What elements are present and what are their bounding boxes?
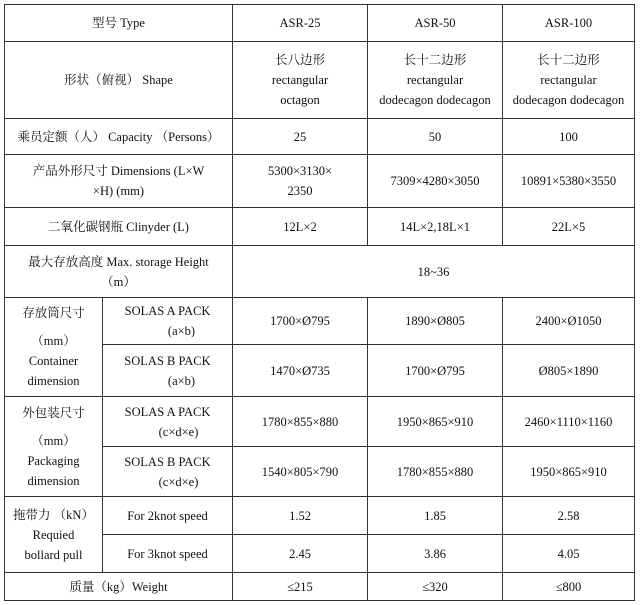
packaging-a-asr-25: 1780×855×880	[233, 397, 368, 447]
dimensions-row	[5, 155, 635, 208]
packaging-b-asr-25: 1540×805×790	[233, 447, 368, 497]
bollard-3knot-speed: For 3knot speed	[103, 535, 233, 573]
bollard-2knot-asr-25: 1.52	[233, 497, 368, 535]
storage-height-row	[5, 246, 635, 298]
shape-en-2: octagon	[280, 93, 320, 107]
bollard-2knot-speed: For 2knot speed	[103, 497, 233, 535]
shape-en-1: rectangular	[540, 73, 597, 87]
storage-height-label-line1: 最大存放高度 Max. storage Height	[28, 254, 209, 269]
shape-asr-50	[368, 42, 503, 119]
shape-en-2: dodecagon dodecagon	[379, 93, 491, 107]
shape-row	[5, 42, 635, 119]
dimensions-label	[5, 155, 233, 208]
bollard-label-en1: Requied	[32, 527, 75, 542]
cylinder-label: 二氧化碳钢瓶 Clinyder (L)	[5, 208, 233, 246]
shape-label: 形状（俯视） Shape	[5, 42, 233, 119]
dimensions-asr-25	[233, 155, 368, 208]
container-label-cn: 存放筒尺寸	[22, 306, 85, 320]
weight-asr-50: ≤320	[368, 573, 503, 601]
dimensions-label-line1: 产品外形尺寸 Dimensions (L×W	[32, 164, 205, 178]
container-label	[5, 298, 103, 397]
bollard-label-cn: 拖带力 （kN）	[13, 507, 94, 522]
packaging-label-cn: 外包装尺寸	[22, 405, 85, 420]
packaging-b-asr-50: 1780×855×880	[368, 447, 503, 497]
storage-height-label-line2: （m）	[101, 274, 136, 289]
dimensions-label-line2: ×H) (mm)	[92, 184, 145, 198]
bollard-row-2knot	[5, 497, 635, 535]
bollard-3knot-asr-100: 4.05	[503, 535, 635, 573]
dimensions-asr-100: 10891×5380×3550	[503, 155, 635, 208]
pack-dims: (a×b)	[167, 373, 196, 388]
packaging-b-pack	[103, 447, 233, 497]
header-row	[5, 5, 635, 42]
container-b-asr-25: 1470×Ø735	[233, 345, 368, 397]
bollard-3knot-asr-25: 2.45	[233, 535, 368, 573]
container-b-asr-50: 1700×Ø795	[368, 345, 503, 397]
packaging-label-unit: （mm）	[31, 433, 76, 448]
bollard-2knot-asr-50: 1.85	[368, 497, 503, 535]
cylinder-asr-50: 14L×2,18L×1	[368, 208, 503, 246]
shape-cn: 长十二边形	[537, 53, 600, 67]
pack-name: SOLAS A PACK	[124, 404, 211, 419]
model-asr-50: ASR-50	[368, 5, 503, 42]
container-b-pack	[103, 345, 233, 397]
bollard-label	[5, 497, 103, 573]
shape-cn: 长八边形	[274, 53, 325, 67]
capacity-label: 乘员定额（人） Capacity （Persons）	[5, 119, 233, 155]
storage-height-label	[5, 246, 233, 298]
pack-name: SOLAS B PACK	[124, 353, 211, 368]
container-label-en2: dimension	[27, 374, 80, 388]
container-b-asr-100: Ø805×1890	[503, 345, 635, 397]
pack-dims: (c×d×e)	[158, 474, 199, 489]
capacity-row	[5, 119, 635, 155]
model-asr-100: ASR-100	[503, 5, 635, 42]
weight-row	[5, 573, 635, 601]
container-label-en1: Container	[28, 354, 79, 368]
packaging-a-asr-50: 1950×865×910	[368, 397, 503, 447]
capacity-asr-50: 50	[368, 119, 503, 155]
container-a-asr-100: 2400×Ø1050	[503, 298, 635, 345]
model-asr-25: ASR-25	[233, 5, 368, 42]
type-label: 型号 Type	[5, 5, 233, 42]
pack-dims: (c×d×e)	[158, 424, 199, 439]
shape-en-1: rectangular	[406, 73, 464, 87]
specification-table	[4, 4, 635, 601]
dimensions-asr-50: 7309×4280×3050	[368, 155, 503, 208]
shape-en-1: rectangular	[271, 73, 329, 87]
bollard-2knot-asr-100: 2.58	[503, 497, 635, 535]
dimensions-value-line2: 2350	[287, 184, 313, 198]
container-a-asr-50: 1890×Ø805	[368, 298, 503, 345]
pack-name: SOLAS B PACK	[124, 454, 211, 469]
capacity-asr-25: 25	[233, 119, 368, 155]
packaging-label	[5, 397, 103, 497]
shape-cn: 长十二边形	[403, 53, 467, 67]
container-label-unit: （mm）	[31, 334, 76, 348]
container-a-asr-25: 1700×Ø795	[233, 298, 368, 345]
shape-asr-25	[233, 42, 368, 119]
cylinder-asr-25: 12L×2	[233, 208, 368, 246]
weight-asr-100: ≤800	[503, 573, 635, 601]
packaging-row-a	[5, 397, 635, 447]
shape-asr-100	[503, 42, 635, 119]
pack-dims: (a×b)	[167, 324, 196, 338]
bollard-label-en2: bollard pull	[24, 547, 83, 562]
bollard-3knot-asr-50: 3.86	[368, 535, 503, 573]
weight-label: 质量（kg）Weight	[5, 573, 233, 601]
dimensions-value-line1: 5300×3130×	[267, 164, 333, 178]
shape-en-2: dodecagon dodecagon	[512, 93, 625, 107]
pack-name: SOLAS A PACK	[124, 304, 211, 318]
packaging-label-en2: dimension	[27, 473, 80, 488]
cylinder-row	[5, 208, 635, 246]
container-row-a	[5, 298, 635, 345]
packaging-b-asr-100: 1950×865×910	[503, 447, 635, 497]
cylinder-asr-100: 22L×5	[503, 208, 635, 246]
capacity-asr-100: 100	[503, 119, 635, 155]
storage-height-value: 18~36	[233, 246, 635, 298]
weight-asr-25: ≤215	[233, 573, 368, 601]
packaging-a-pack	[103, 397, 233, 447]
packaging-a-asr-100: 2460×1110×1160	[503, 397, 635, 447]
container-a-pack	[103, 298, 233, 345]
packaging-label-en1: Packaging	[27, 453, 80, 468]
